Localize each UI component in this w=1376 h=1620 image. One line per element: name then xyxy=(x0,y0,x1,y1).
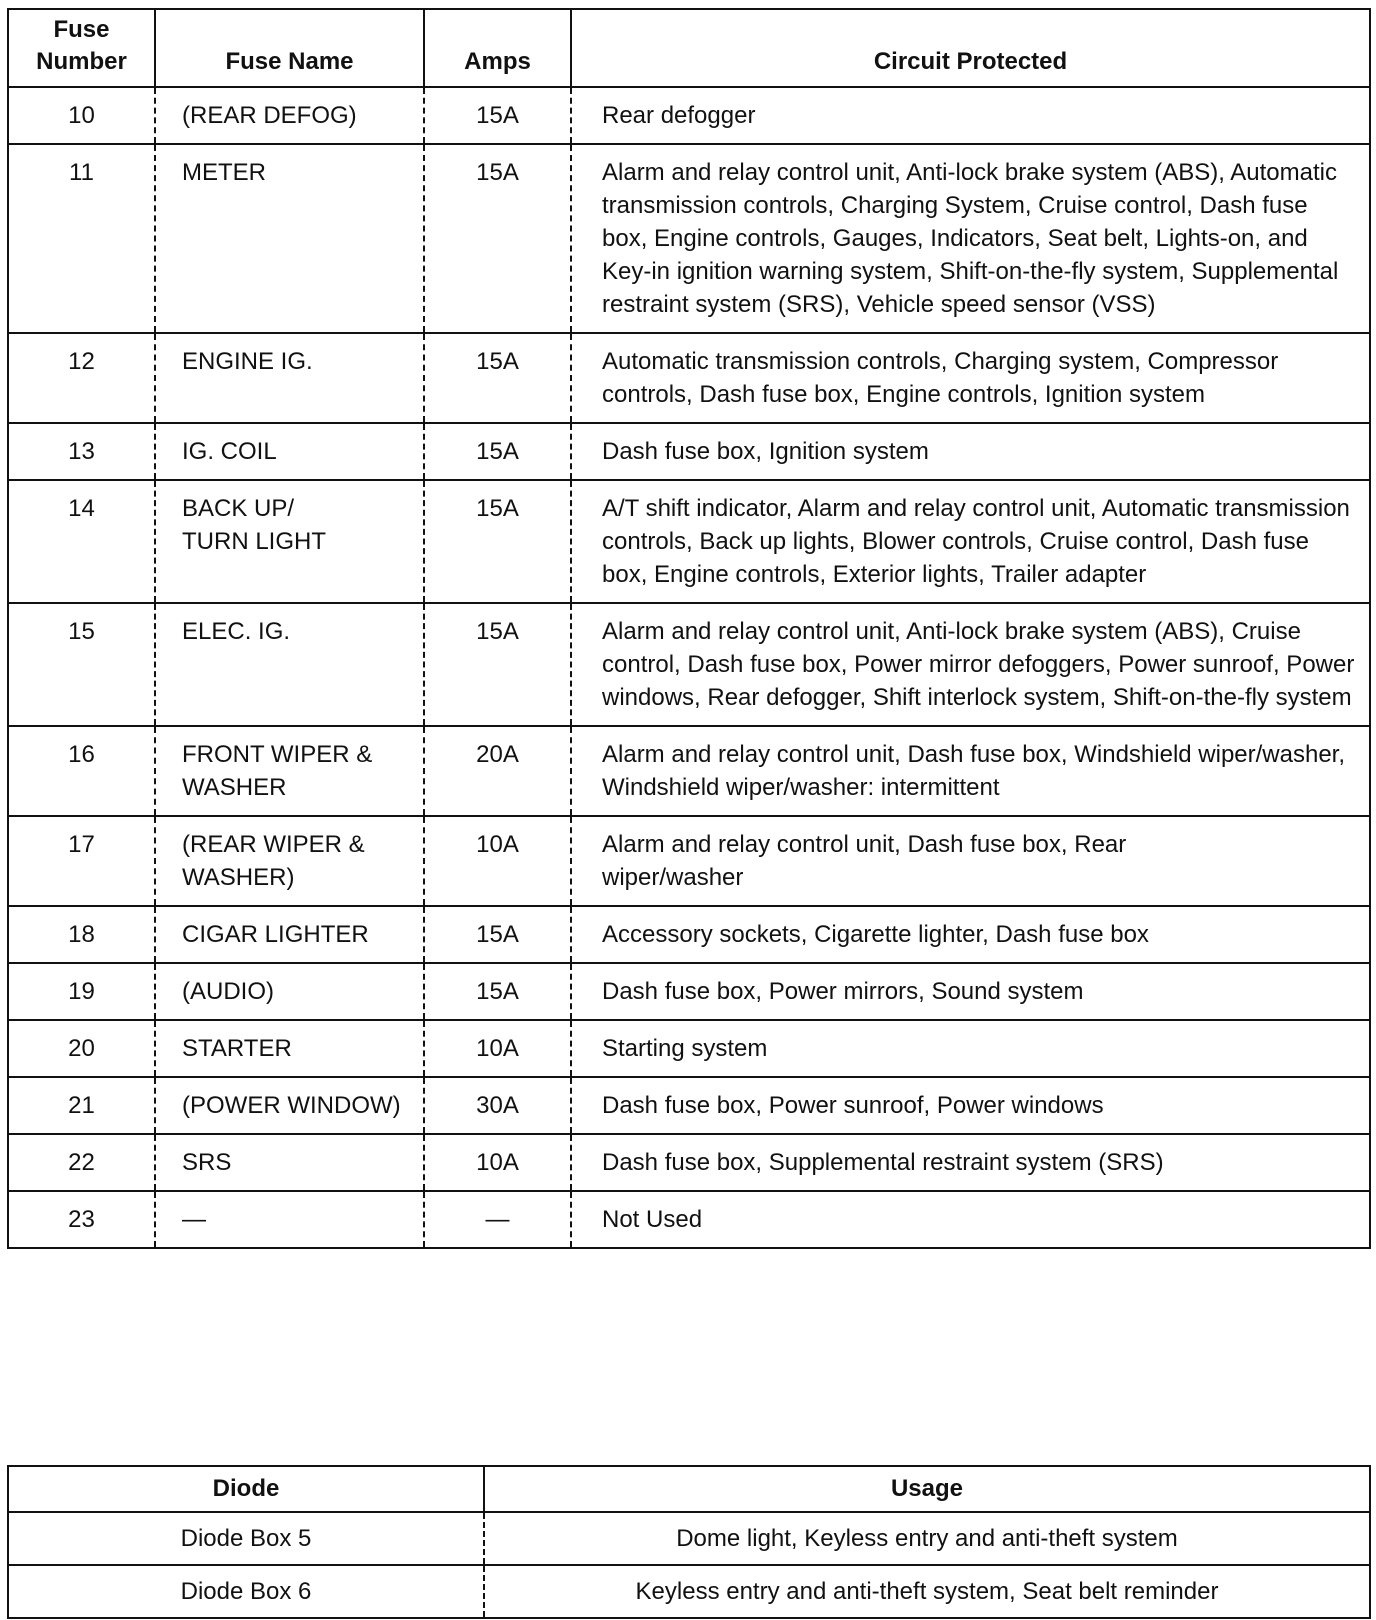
header-circuit-protected: Circuit Protected xyxy=(571,9,1370,87)
fuse-name: BACK UP/ TURN LIGHT xyxy=(155,480,424,603)
fuse-number: 20 xyxy=(8,1020,155,1077)
fuse-row xyxy=(8,816,1370,906)
fuse-circuit: Rear defogger xyxy=(571,87,1370,144)
fuse-amps: 15A xyxy=(424,87,571,144)
fuse-number: 17 xyxy=(8,816,155,906)
fuse-name: (POWER WINDOW) xyxy=(155,1077,424,1134)
header-usage: Usage xyxy=(484,1466,1370,1512)
fuse-circuit: Starting system xyxy=(571,1020,1370,1077)
fuse-row xyxy=(8,333,1370,423)
header-fuse-number-line1: Fuse xyxy=(53,16,110,43)
fuse-table-header xyxy=(8,9,1370,87)
fuse-circuit: Dash fuse box, Supplemental restraint system (SRS) xyxy=(571,1134,1370,1191)
diode-table-header xyxy=(8,1466,1370,1512)
fuse-amps: 10A xyxy=(424,1134,571,1191)
header-fuse-number-line2: Number xyxy=(36,48,127,75)
fuse-number: 22 xyxy=(8,1134,155,1191)
fuse-amps: 15A xyxy=(424,963,571,1020)
fuse-row xyxy=(8,963,1370,1020)
diode-row xyxy=(8,1565,1370,1618)
fuse-name: (REAR DEFOG) xyxy=(155,87,424,144)
diode-name: Diode Box 5 xyxy=(180,1525,312,1552)
fuse-row xyxy=(8,87,1370,144)
fuse-number: 18 xyxy=(8,906,155,963)
fuse-circuit: Dash fuse box, Ignition system xyxy=(571,423,1370,480)
fuse-amps: 15A xyxy=(424,144,571,333)
fuse-circuit: Alarm and relay control unit, Anti-lock brake system (ABS), Automatic transmission controls, Charging System, Cruise control, Dash fuse box, Engine controls, Gauges, Indicators, Seat belt, Lights-on, and Key-in ignition warning system, Shift-on-the-fly system, Supplemental restraint system (SRS), Vehicle speed sensor (VSS) xyxy=(571,144,1370,333)
fuse-row xyxy=(8,1134,1370,1191)
fuse-table xyxy=(7,8,1371,1249)
header-diode: Diode xyxy=(8,1466,484,1512)
fuse-amps: 15A xyxy=(424,603,571,726)
fuse-amps: 15A xyxy=(424,480,571,603)
fuse-circuit: Alarm and relay control unit, Dash fuse box, Rear wiper/washer xyxy=(571,816,1370,906)
fuse-name: CIGAR LIGHTER xyxy=(155,906,424,963)
fuse-row xyxy=(8,423,1370,480)
fuse-circuit: Alarm and relay control unit, Anti-lock brake system (ABS), Cruise control, Dash fuse box, Power mirror defoggers, Power sunroof, Power windows, Rear defogger, Shift interlock system, Shift-on-the-fly system xyxy=(571,603,1370,726)
diode-table xyxy=(7,1465,1371,1619)
diode-row xyxy=(8,1512,1370,1565)
fuse-number: 14 xyxy=(8,480,155,603)
fuse-name: ENGINE IG. xyxy=(155,333,424,423)
fuse-name: IG. COIL xyxy=(155,423,424,480)
fuse-number: 12 xyxy=(8,333,155,423)
fuse-row xyxy=(8,480,1370,603)
fuse-number: 23 xyxy=(8,1191,155,1248)
fuse-row xyxy=(8,726,1370,816)
fuse-name: ELEC. IG. xyxy=(155,603,424,726)
fuse-amps: 15A xyxy=(424,333,571,423)
fuse-circuit: Accessory sockets, Cigarette lighter, Dash fuse box xyxy=(571,906,1370,963)
fuse-row xyxy=(8,906,1370,963)
diode-usage: Dome light, Keyless entry and anti-theft system xyxy=(484,1512,1370,1565)
fuse-amps: 15A xyxy=(424,423,571,480)
fuse-name: FRONT WIPER & WASHER xyxy=(155,726,424,816)
fuse-number: 13 xyxy=(8,423,155,480)
fuse-row xyxy=(8,144,1370,333)
fuse-row xyxy=(8,1191,1370,1248)
diode-usage: Keyless entry and anti-theft system, Seat belt reminder xyxy=(484,1565,1370,1618)
fuse-name: STARTER xyxy=(155,1020,424,1077)
fuse-amps: 30A xyxy=(424,1077,571,1134)
fuse-name: SRS xyxy=(155,1134,424,1191)
fuse-circuit: Dash fuse box, Power mirrors, Sound system xyxy=(571,963,1370,1020)
fuse-number: 10 xyxy=(68,102,95,129)
fuse-number: 16 xyxy=(8,726,155,816)
fuse-row xyxy=(8,1077,1370,1134)
fuse-amps: 10A xyxy=(424,816,571,906)
fuse-circuit: Dash fuse box, Power sunroof, Power windows xyxy=(571,1077,1370,1134)
fuse-amps: 10A xyxy=(424,1020,571,1077)
fuse-circuit: Alarm and relay control unit, Dash fuse box, Windshield wiper/washer, Windshield wiper/washer: intermittent xyxy=(571,726,1370,816)
fuse-row xyxy=(8,603,1370,726)
fuse-number: 15 xyxy=(8,603,155,726)
header-fuse-number xyxy=(8,9,155,87)
fuse-amps: — xyxy=(424,1191,571,1248)
header-amps: Amps xyxy=(424,9,571,87)
fuse-name: — xyxy=(155,1191,424,1248)
fuse-circuit: Automatic transmission controls, Charging system, Compressor controls, Dash fuse box, Engine controls, Ignition system xyxy=(571,333,1370,423)
fuse-name: (REAR WIPER & WASHER) xyxy=(155,816,424,906)
fuse-number: 19 xyxy=(8,963,155,1020)
header-fuse-name: Fuse Name xyxy=(155,9,424,87)
fuse-name: METER xyxy=(155,144,424,333)
diode-name: Diode Box 6 xyxy=(8,1565,484,1618)
fuse-amps: 20A xyxy=(424,726,571,816)
fuse-name: (AUDIO) xyxy=(155,963,424,1020)
fuse-row xyxy=(8,1020,1370,1077)
fuse-number: 11 xyxy=(8,144,155,333)
fuse-circuit: Not Used xyxy=(571,1191,1370,1248)
fuse-circuit: A/T shift indicator, Alarm and relay control unit, Automatic transmission controls, Back up lights, Blower controls, Cruise control, Dash fuse box, Engine controls, Exterior lights, Trailer adapter xyxy=(571,480,1370,603)
fuse-amps: 15A xyxy=(424,906,571,963)
fuse-number: 21 xyxy=(8,1077,155,1134)
